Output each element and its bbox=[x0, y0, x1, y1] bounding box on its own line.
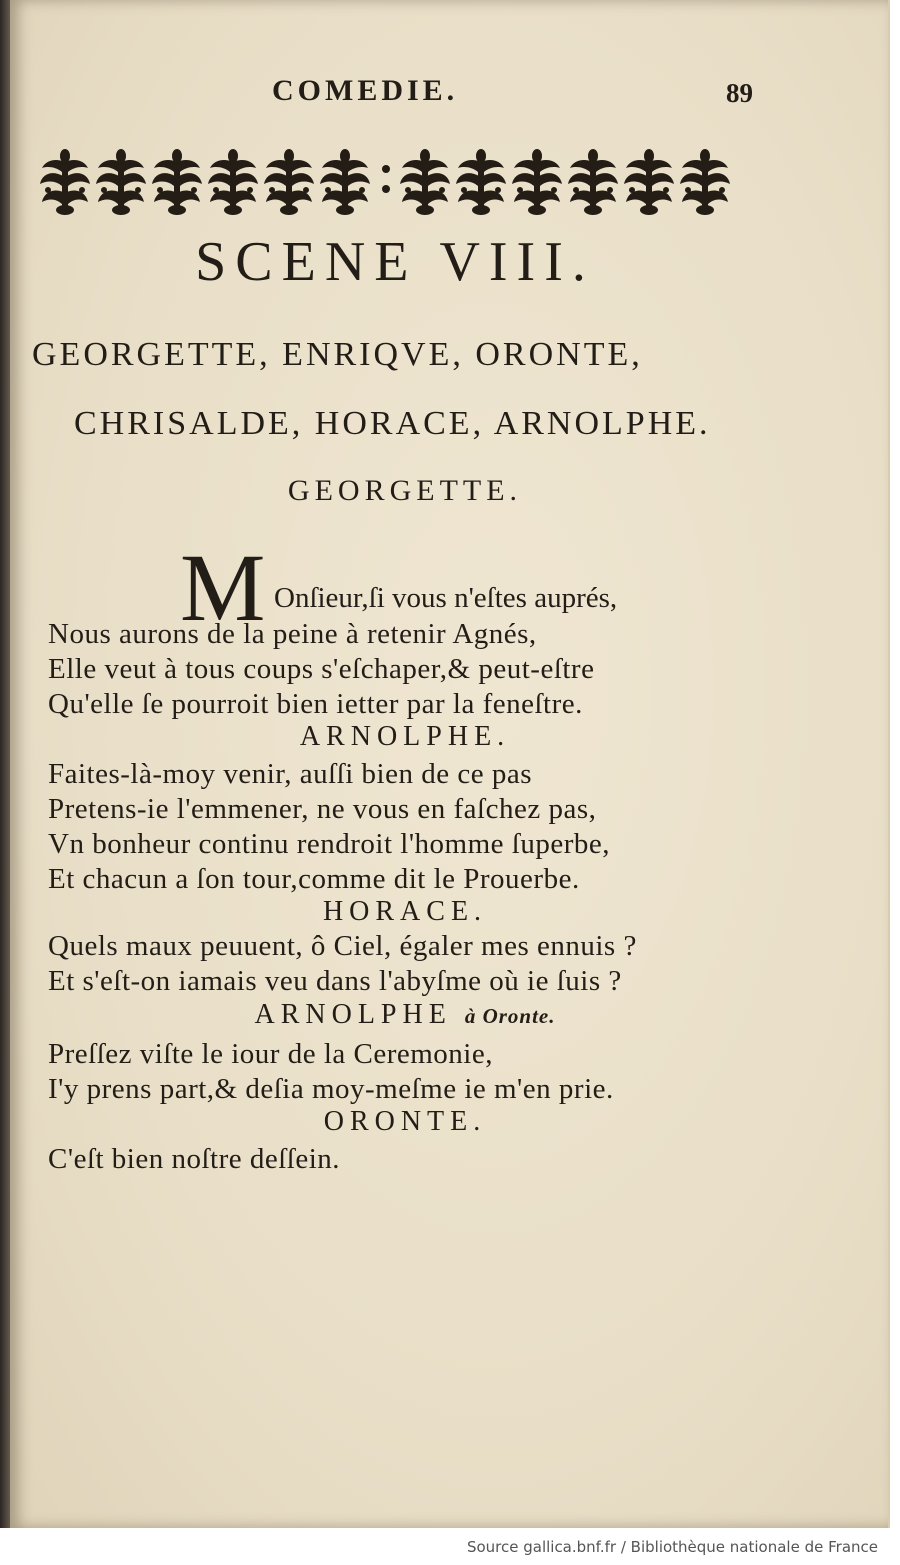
speaker-name: GEORGETTE. bbox=[287, 474, 523, 507]
verse-line: Et s'eſt-on iamais veu dans l'abyſme où ie ſuis ? bbox=[48, 965, 622, 997]
verse-line: Preſſez viſte le iour de la Ceremonie, bbox=[48, 1038, 493, 1070]
running-head: COMEDIE. bbox=[272, 74, 459, 107]
verse-line: Pretens-ie l'emmener, ne vous en faſchez pas, bbox=[48, 793, 597, 825]
verse-line: Quels maux peuuent, ô Ciel, égaler mes ennuis ? bbox=[48, 930, 637, 962]
verse-line: I'y prens part,& deſia moy-meſme ie m'en prie. bbox=[48, 1073, 614, 1105]
verse-line: Vn bonheur continu rendroit l'homme ſuperbe, bbox=[48, 828, 610, 860]
page-number: 89 bbox=[726, 78, 753, 108]
scene-title: SCENE VIII. bbox=[195, 231, 595, 293]
source-credit: Source gallica.bnf.fr / Bibliothèque nationale de France bbox=[466, 1538, 878, 1556]
drop-cap-initial: M bbox=[180, 534, 266, 641]
fleuron-ornament-band bbox=[38, 143, 750, 217]
speaker-name: HORACE. bbox=[322, 896, 488, 927]
verse-line: Elle veut à tous coups s'eſchaper,& peut-eſtre bbox=[48, 653, 595, 685]
speaker-name: ORONTE. bbox=[323, 1106, 487, 1137]
verse-line: C'eſt bien noſtre deſſein. bbox=[48, 1143, 341, 1175]
verse-line: Et chacun a ſon tour,comme dit le Prouerbe. bbox=[48, 863, 580, 895]
verse-line: Faites-là-moy venir, auſſi bien de ce pas bbox=[48, 758, 532, 790]
verse-line: Onſieur,ſi vous n'eſtes auprés, bbox=[274, 582, 618, 614]
speaker-name: ARNOLPHE bbox=[254, 999, 452, 1030]
speaker-line bbox=[10, 999, 800, 1031]
stage-direction: à Oronte. bbox=[464, 1004, 556, 1028]
book-page bbox=[10, 0, 890, 1528]
speaker-name: ARNOLPHE. bbox=[299, 721, 511, 752]
cast-list-line: GEORGETTE, ENRIQVE, ORONTE, bbox=[32, 336, 643, 373]
verse-line: Qu'elle ſe pourroit bien ietter par la feneſtre. bbox=[48, 688, 583, 720]
verse-line: Nous aurons de la peine à retenir Agnés, bbox=[48, 618, 537, 650]
cast-list-line: CHRISALDE, HORACE, ARNOLPHE. bbox=[74, 405, 711, 442]
